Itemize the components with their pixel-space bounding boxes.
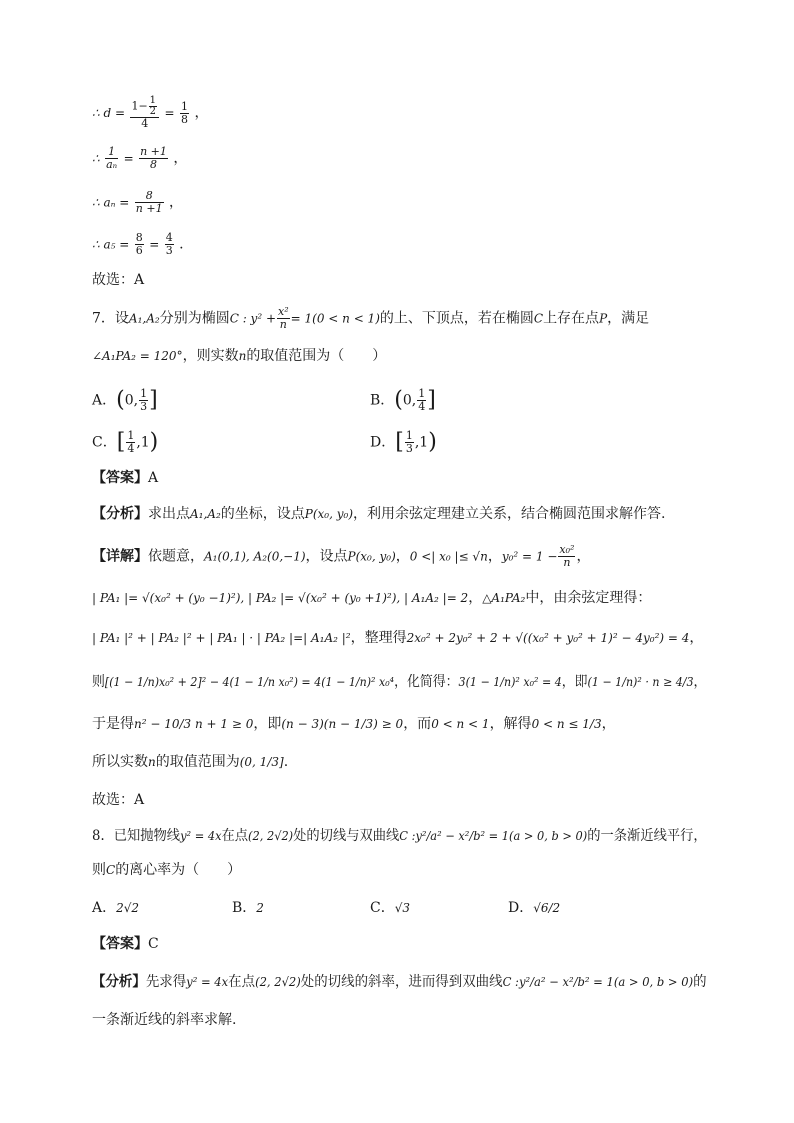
formula-inverse-an: ∴ $\frac{1}{\text{aₙ}}$ = $\frac{n +1}{8}$ ， [92, 145, 188, 171]
q8-stem-line1: 8．已知抛物线y² = 4x在点(2, 2√2)处的切线与双曲线C :y²/a² − x²/b² = 1(a > 0, b > 0)的一条渐近线平行， [92, 828, 707, 844]
formula-an: ∴ aₙ = $\frac{8}{n +1}$ ， [92, 189, 184, 215]
fraction: $\frac{1}{8}$ [181, 99, 189, 126]
fraction: $\frac{8}{6}$ [135, 231, 143, 257]
choose-answer-6: 故选：A [92, 272, 145, 288]
q7-detail-line5: 于是得n² − 10/3 n + 1 ≥ 0，即(n − 3)(n − 1/3) ≥ 0，而0 < n < 1，解得0 < n ≤ 1/3， [92, 716, 616, 732]
fraction: $\frac{n +1}{8}$ [140, 145, 167, 171]
choose-answer-7: 故选：A [92, 792, 145, 808]
formula-d: ∴ d = 1− $\frac{1}{2}$ 4 = $\frac{1}{8}$ ， [92, 95, 209, 130]
q7-detail-line1: 【详解】依题意，A₁(0,1), A₂(0,−1)，设点P(x₀, y₀)，0 <| x₀ |≤ √n，y₀² = 1 − $\frac{\text{x₀²}}{n}$ ， [92, 543, 591, 569]
fraction: $\frac{4}{3}$ [165, 231, 173, 257]
q7-detail-line6: 所以实数n的取值范围为(0, 1/3]. [92, 754, 289, 770]
fraction: $\frac{1}{\text{aₙ}}$ [106, 145, 118, 171]
q8-option-c: C．√3 [370, 900, 410, 916]
q8-analysis-line2: 一条渐近线的斜率求解. [92, 1012, 237, 1028]
q8-option-a: A．2√2 [92, 900, 140, 916]
q7-detail-line4: 则[(1 − 1/n)x₀² + 2]² − 4(1 − 1/n x₀²) = 4(1 − 1/n)² x₀⁴，化简得：3(1 − 1/n)² x₀² = 4，即(1 − 1/n)² · n ≥ 4/3， [92, 674, 707, 690]
q7-detail-line3: | PA₁ |² + | PA₂ |² + | PA₁ | · | PA₂ |=| A₁A₂ |²，整理得2x₀² + 2y₀² + 2 + √((x₀² + y₀² + 1)² − 4y₀²) = 4， [92, 630, 704, 646]
q8-analysis-line1: 【分析】先求得y² = 4x在点(2, 2√2)处的切线的斜率，进而得到双曲线C :y²/a² − x²/b² = 1(a > 0, b > 0)的 [92, 974, 707, 990]
q8-option-b: B．2 [232, 900, 264, 916]
q7-option-c: C．[ $\frac{1}{4}$ ,1) [92, 429, 159, 455]
q8-option-d: D．√6/2 [508, 900, 561, 916]
fraction: $\frac{8}{n +1}$ [135, 189, 163, 215]
q7-option-a: A．(0, $\frac{1}{3}$ ] [92, 387, 158, 413]
q8-stem-line2: 则C的离心率为（ ） [92, 862, 242, 878]
q7-stem-line2: ∠A₁PA₂ = 120°，则实数n的取值范围为（ ） [92, 348, 387, 364]
q7-detail-line2: | PA₁ |= √(x₀² + (y₀ −1)²), | PA₂ |= √(x₀² + (y₀ +1)²), | A₁A₂ |= 2，△A₁PA₂中，由余弦定理得： [92, 590, 652, 606]
formula-a5: ∴ a₅ = $\frac{8}{6}$ = $\frac{4}{3}$ . [92, 231, 184, 257]
q7-stem-line1: 7．设A₁,A₂分别为椭圆C : y² + $\frac{\text{x²}}{n}$ = 1(0 < n < 1)的上、下顶点，若在椭圆C上存在点P，满足 [92, 305, 650, 331]
q7-option-d: D．[ $\frac{1}{3}$ ,1) [370, 429, 437, 455]
q7-option-b: B．(0, $\frac{1}{4}$ ] [370, 387, 436, 413]
fraction: 1− $\frac{1}{2}$ 4 [130, 96, 159, 130]
q7-answer: 【答案】A [92, 470, 159, 486]
q8-answer: 【答案】C [92, 936, 159, 952]
q7-analysis: 【分析】求出点A₁,A₂的坐标，设点P(x₀, y₀)，利用余弦定理建立关系，结合椭圆范围求解作答. [92, 506, 666, 522]
